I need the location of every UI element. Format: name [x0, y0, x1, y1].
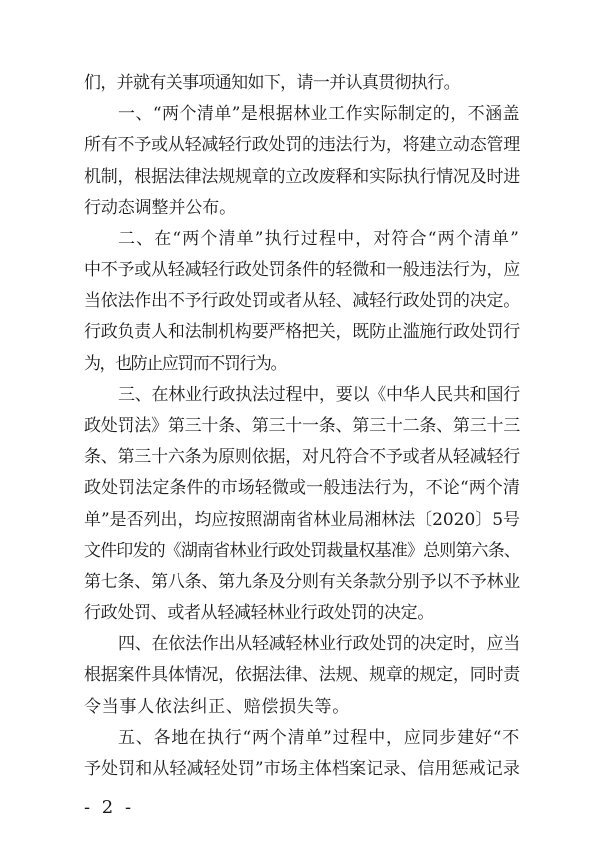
paragraph-line	[84, 317, 520, 347]
paragraph-line	[118, 99, 520, 129]
line-text: 三、在林业行政执法过程中，要以《中华人民共和国行	[118, 385, 520, 405]
line-text: 行动态调整并公布。	[84, 198, 236, 218]
paragraph-line	[118, 224, 520, 254]
page-number: - 2 -	[84, 797, 135, 818]
paragraph-line	[84, 505, 520, 535]
paragraph-line	[84, 68, 460, 98]
line-text: 们，并就有关事项通知如下，请一并认真贯彻执行。	[84, 73, 460, 93]
paragraph-line	[84, 754, 520, 784]
paragraph-line	[84, 598, 434, 628]
paragraph-line	[84, 130, 520, 160]
paragraph-line	[118, 723, 520, 753]
paragraph-line	[84, 442, 520, 472]
line-text: 令当事人依法纠正、赔偿损失等。	[84, 697, 350, 717]
line-text: 予处罚和从轻减轻处罚”市场主体档案记录、信用惩戒记录	[84, 759, 520, 779]
paragraph-line	[84, 411, 520, 441]
line-text: 文件印发的《湖南省林业行政处罚裁量权基准》总则第六条、	[84, 541, 520, 561]
line-text: 政处罚法定条件的市场轻微或一般违法行为，不论“两个清	[84, 478, 520, 498]
paragraph-line	[118, 629, 520, 659]
line-text: 四、在依法作出从轻减轻林业行政处罚的决定时，应当	[118, 634, 520, 654]
line-text: 机制，根据法律法规规章的立改废释和实际执行情况及时进	[84, 167, 520, 187]
paragraph-line	[84, 255, 520, 285]
line-text: 当依法作出不予行政处罚或者从轻、减轻行政处罚的决定。	[84, 291, 520, 311]
paragraph-line	[84, 286, 520, 316]
line-text: 行政负责人和法制机构要严格把关，既防止滥施行政处罚行	[84, 322, 520, 342]
line-text: 行政处罚、或者从轻减轻林业行政处罚的决定。	[84, 603, 434, 623]
line-text: 政处罚法》第三十条、第三十一条、第三十二条、第三十三	[84, 416, 520, 436]
line-text: 五、各地在执行“两个清单”过程中，应同步建好“不	[118, 728, 520, 748]
line-text: 第七条、第八条、第九条及分则有关条款分别予以不予林业	[84, 572, 520, 592]
line-text: 所有不予或从轻减轻行政处罚的违法行为，将建立动态管理	[84, 135, 520, 155]
line-text: 一、“两个清单”是根据林业工作实际制定的，不涵盖	[118, 104, 520, 124]
paragraph-line	[84, 567, 520, 597]
line-text: 为，也防止应罚而不罚行为。	[84, 354, 286, 374]
paragraph-line	[84, 473, 520, 503]
line-text: 条、第三十六条为原则依据，对凡符合不予或者从轻减轻行	[84, 447, 520, 467]
paragraph-line	[84, 536, 520, 566]
line-text: 二、在“两个清单”执行过程中，对符合“两个清单”	[118, 229, 520, 249]
paragraph-line	[84, 162, 520, 192]
paragraph-line	[84, 193, 236, 223]
paragraph-line	[84, 349, 286, 379]
paragraph-line	[84, 692, 350, 722]
line-text: 根据案件具体情况，依据法律、法规、规章的规定，同时责	[84, 665, 520, 685]
paragraph-line	[84, 660, 520, 690]
paragraph-line	[118, 380, 520, 410]
line-text: 单”是否列出，均应按照湖南省林业局湘林法〔2020〕5号	[84, 510, 520, 530]
line-text: 中不予或从轻减轻行政处罚条件的轻微和一般违法行为，应	[84, 260, 520, 280]
